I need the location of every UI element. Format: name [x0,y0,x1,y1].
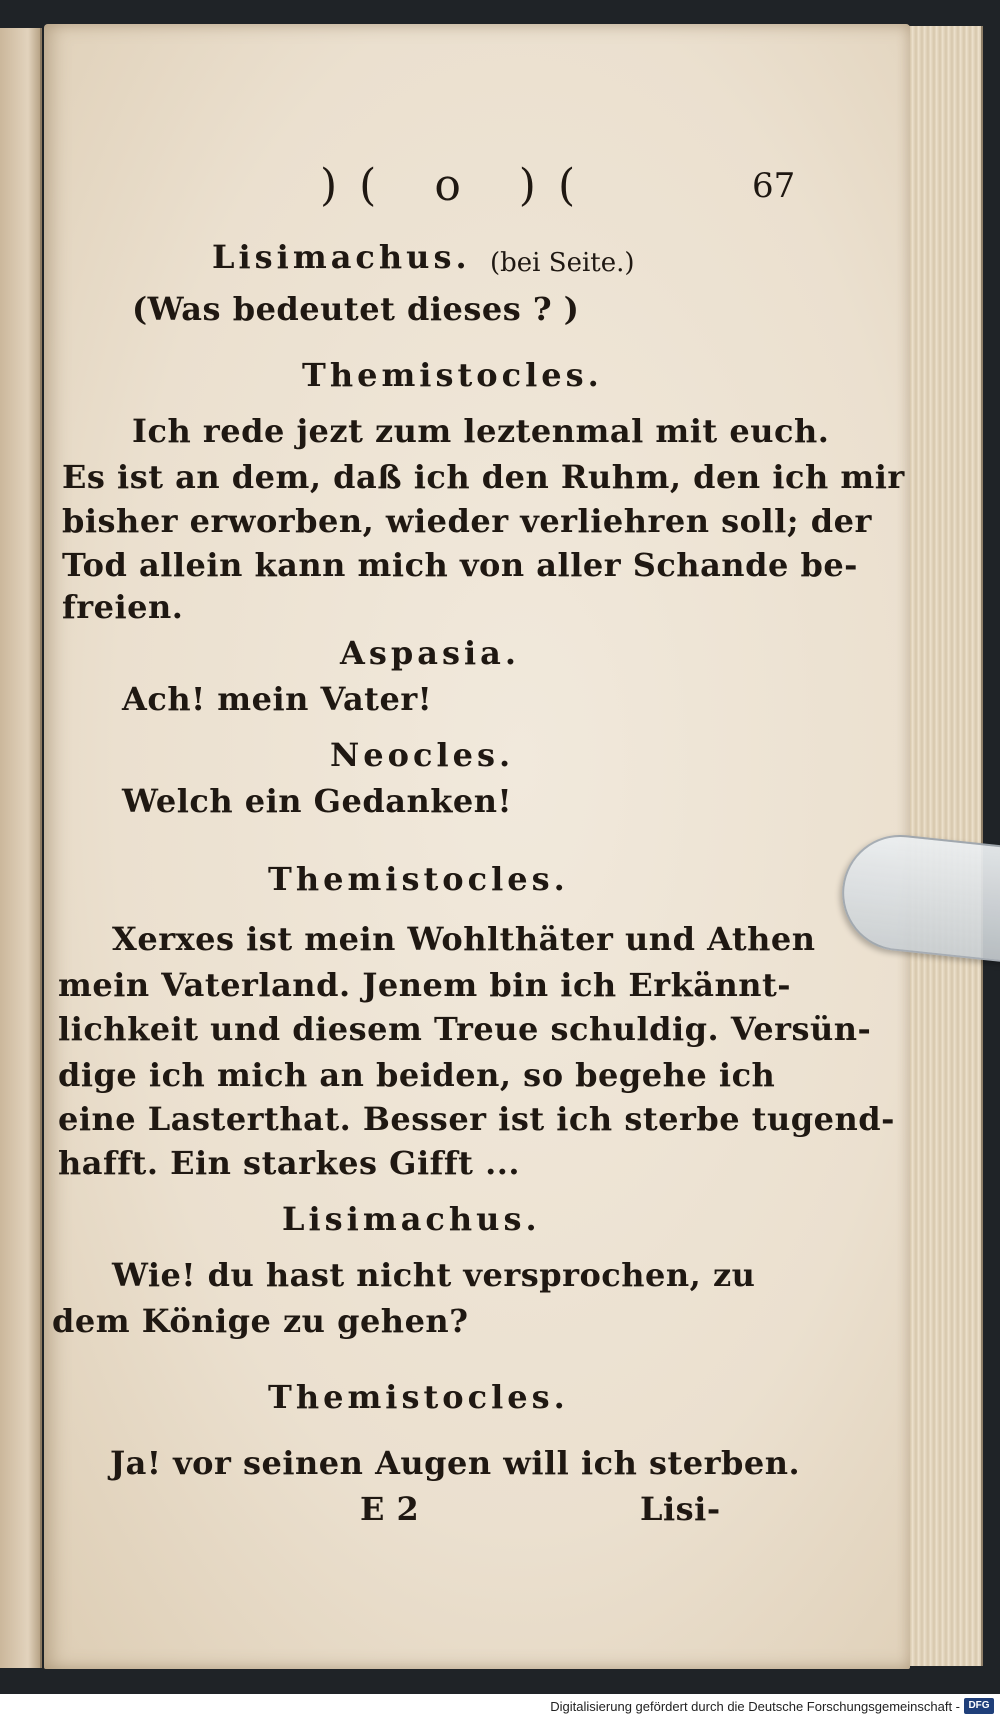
left-page-edge [0,28,42,1668]
text-ach-mein-vater: Ach! mein Vater! [122,680,433,718]
text-line-8: lichkeit und diesem Treue schuldig. Versün- [58,1010,872,1048]
text-welch-ein: Welch ein Gedanken! [122,782,513,820]
page-number: 67 [752,166,796,206]
dfg-logo: DFG [964,1698,994,1714]
text-line-11: hafft. Ein starkes Gifft ... [58,1144,520,1182]
catchword: Lisi- [640,1490,721,1528]
text-line-10: eine Lasterthat. Besser ist ich sterbe tugend- [58,1100,895,1138]
text-line-9: dige ich mich an beiden, so begehe ich [58,1056,776,1094]
text-line-5: freien. [62,588,184,626]
speaker-lisimachus-2: Lisimachus. [282,1200,541,1238]
speaker-lisimachus-1: Lisimachus. [212,238,471,276]
text-line-3: bisher erworben, wieder verliehren soll; der [62,502,872,540]
speaker-neocles: Neocles. [330,736,515,774]
speaker-aspasia: Aspasia. [340,634,520,672]
text-line-12: Wie! du hast nicht versprochen, zu [112,1256,756,1294]
text-was-bedeutet: (Was bedeutet dieses ? ) [132,290,580,328]
text-line-1: Ich rede jezt zum leztenmal mit euch. [132,412,830,450]
speaker-themistocles-2: Themistocles. [268,860,569,898]
speaker-themistocles-3: Themistocles. [268,1378,569,1416]
book-page [44,24,910,1669]
text-line-14: Ja! vor seinen Augen will ich sterben. [110,1444,801,1482]
stage-direction: (bei Seite.) [490,248,635,278]
text-line-6: Xerxes ist mein Wohlthäter und Athen [112,920,816,958]
text-line-2: Es ist an dem, daß ich den Ruhm, den ich mir [62,458,905,496]
text-line-13: dem Könige zu gehen? [52,1302,469,1340]
signature-mark: E 2 [360,1490,420,1528]
text-line-4: Tod allein kann mich von aller Schande be- [62,546,858,584]
text-line-7: mein Vaterland. Jenem bin ich Erkännt- [58,966,792,1004]
credit-text: Digitalisierung gefördert durch die Deutsche Forschungsgemeinschaft - [550,1699,960,1714]
header-ornament: )( o )( [320,160,598,211]
speaker-themistocles-1: Themistocles. [302,356,603,394]
